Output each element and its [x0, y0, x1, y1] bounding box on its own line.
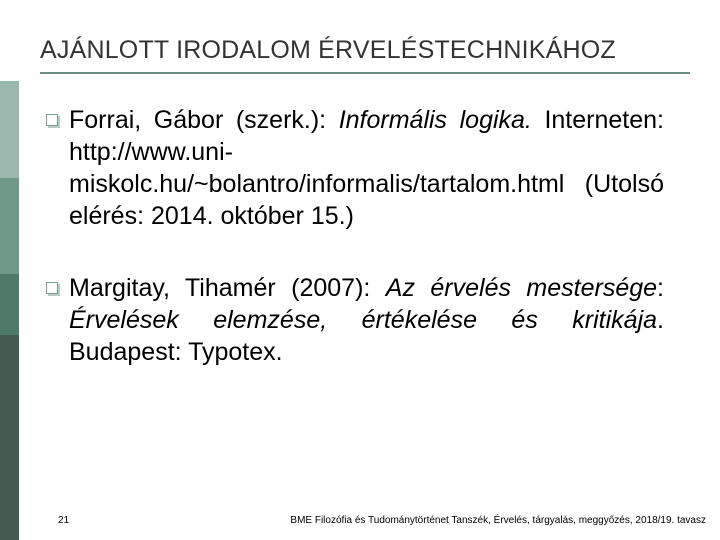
- reference-separator: :: [657, 274, 664, 302]
- reference-list: [44, 104, 664, 368]
- title-underline: [40, 72, 690, 74]
- footer-text: BME Filozófia és Tudománytörténet Tanszék, Érvelés, tárgyalás, meggyőzés, 2018/19. tavasz: [290, 515, 706, 526]
- square-bullet-icon: [46, 282, 58, 294]
- page-number: 21: [58, 515, 70, 526]
- reference-publisher: . Budapest: Typotex.: [69, 306, 664, 366]
- reference-title: Az érvelés mestersége: [385, 274, 658, 302]
- side-strip-top: [0, 0, 19, 81]
- reference-subtitle: Érvelések elemzése, értékelése és kritikája: [69, 306, 658, 334]
- slide-title: AJÁNLOTT IRODALOM ÉRVELÉSTECHNIKÁHOZ: [40, 36, 616, 64]
- reference-title: Informális logika.: [338, 106, 532, 134]
- reference-item-forrai: [44, 104, 664, 232]
- reference-source: Interneten: http://www.uni-miskolc.hu/~bolantro/informalis/tartalom.html (Utolsó elérés: 2014. október 15.): [69, 106, 664, 230]
- reference-author: Margitay, Tihamér (2007):: [69, 274, 386, 302]
- side-strip-darker: [0, 274, 19, 335]
- reference-author: Forrai, Gábor (szerk.):: [69, 106, 339, 134]
- side-strip-dark: [0, 335, 19, 540]
- reference-item-margitay: [44, 272, 664, 368]
- side-strip-light: [0, 81, 19, 178]
- side-strip-mid: [0, 178, 19, 274]
- square-bullet-icon: [46, 114, 58, 126]
